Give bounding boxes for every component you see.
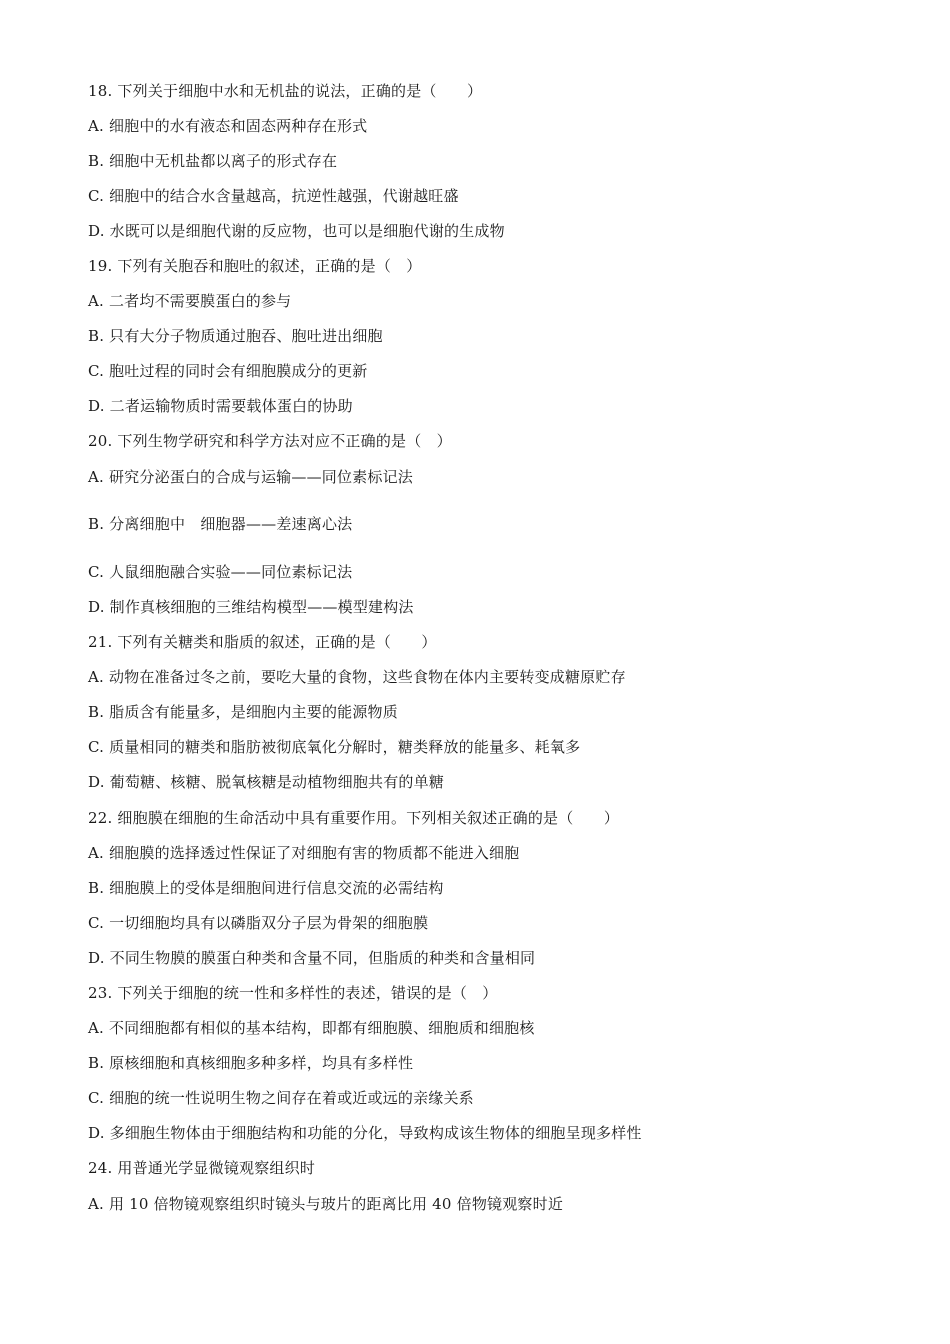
question-20-option-a: A. 研究分泌蛋白的合成与运输——同位素标记法 <box>88 468 413 486</box>
question-20-option-d: D. 制作真核细胞的三维结构模型——模型建构法 <box>88 598 414 616</box>
question-19-option-b: B. 只有大分子物质通过胞吞、胞吐进出细胞 <box>88 327 383 345</box>
question-18-stem: 18. 下列关于细胞中水和无机盐的说法，正确的是（ ） <box>88 82 483 100</box>
question-19-option-c: C. 胞吐过程的同时会有细胞膜成分的更新 <box>88 362 368 380</box>
question-20-stem: 20. 下列生物学研究和科学方法对应不正确的是（ ） <box>88 432 452 450</box>
question-23-stem: 23. 下列关于细胞的统一性和多样性的表述，错误的是（ ） <box>88 984 498 1002</box>
question-23-option-c: C. 细胞的统一性说明生物之间存在着或近或远的亲缘关系 <box>88 1089 474 1107</box>
question-18-option-c: C. 细胞中的结合水含量越高，抗逆性越强，代谢越旺盛 <box>88 187 459 205</box>
question-21-option-d: D. 葡萄糖、核糖、脱氧核糖是动植物细胞共有的单糖 <box>88 773 445 791</box>
question-18-option-b: B. 细胞中无机盐都以离子的形式存在 <box>88 152 338 170</box>
question-19-option-a: A. 二者均不需要膜蛋白的参与 <box>88 292 292 310</box>
question-22-option-a: A. 细胞膜的选择透过性保证了对细胞有害的物质都不能进入细胞 <box>88 844 520 862</box>
question-23-option-b: B. 原核细胞和真核细胞多种多样，均具有多样性 <box>88 1054 414 1072</box>
question-22-option-d: D. 不同生物膜的膜蛋白种类和含量不同，但脂质的种类和含量相同 <box>88 949 536 967</box>
question-23-option-d: D. 多细胞生物体由于细胞结构和功能的分化，导致构成该生物体的细胞呈现多样性 <box>88 1124 642 1142</box>
question-19-stem: 19. 下列有关胞吞和胞吐的叙述，正确的是（ ） <box>88 257 422 275</box>
question-18-option-d: D. 水既可以是细胞代谢的反应物，也可以是细胞代谢的生成物 <box>88 222 505 240</box>
question-21-option-a: A. 动物在准备过冬之前，要吃大量的食物，这些食物在体内主要转变成糖原贮存 <box>88 668 626 686</box>
question-24-stem: 24. 用普通光学显微镜观察组织时 <box>88 1159 316 1177</box>
question-20-option-b: B. 分离细胞中 细胞器——差速离心法 <box>88 515 353 533</box>
question-24-option-a: A. 用 10 倍物镜观察组织时镜头与玻片的距离比用 40 倍物镜观察时近 <box>88 1195 564 1213</box>
question-23-option-a: A. 不同细胞都有相似的基本结构，即都有细胞膜、细胞质和细胞核 <box>88 1019 535 1037</box>
question-20-option-c: C. 人鼠细胞融合实验——同位素标记法 <box>88 563 353 581</box>
question-21-option-c: C. 质量相同的糖类和脂肪被彻底氧化分解时，糖类释放的能量多、耗氧多 <box>88 738 581 756</box>
question-21-stem: 21. 下列有关糖类和脂质的叙述，正确的是（ ） <box>88 633 437 651</box>
question-19-option-d: D. 二者运输物质时需要载体蛋白的协助 <box>88 397 353 415</box>
question-22-option-b: B. 细胞膜上的受体是细胞间进行信息交流的必需结构 <box>88 879 444 897</box>
question-21-option-b: B. 脂质含有能量多，是细胞内主要的能源物质 <box>88 703 398 721</box>
question-22-stem: 22. 细胞膜在细胞的生命活动中具有重要作用。下列相关叙述正确的是（ ） <box>88 809 620 827</box>
question-18-option-a: A. 细胞中的水有液态和固态两种存在形式 <box>88 117 368 135</box>
question-22-option-c: C. 一切细胞均具有以磷脂双分子层为骨架的细胞膜 <box>88 914 429 932</box>
